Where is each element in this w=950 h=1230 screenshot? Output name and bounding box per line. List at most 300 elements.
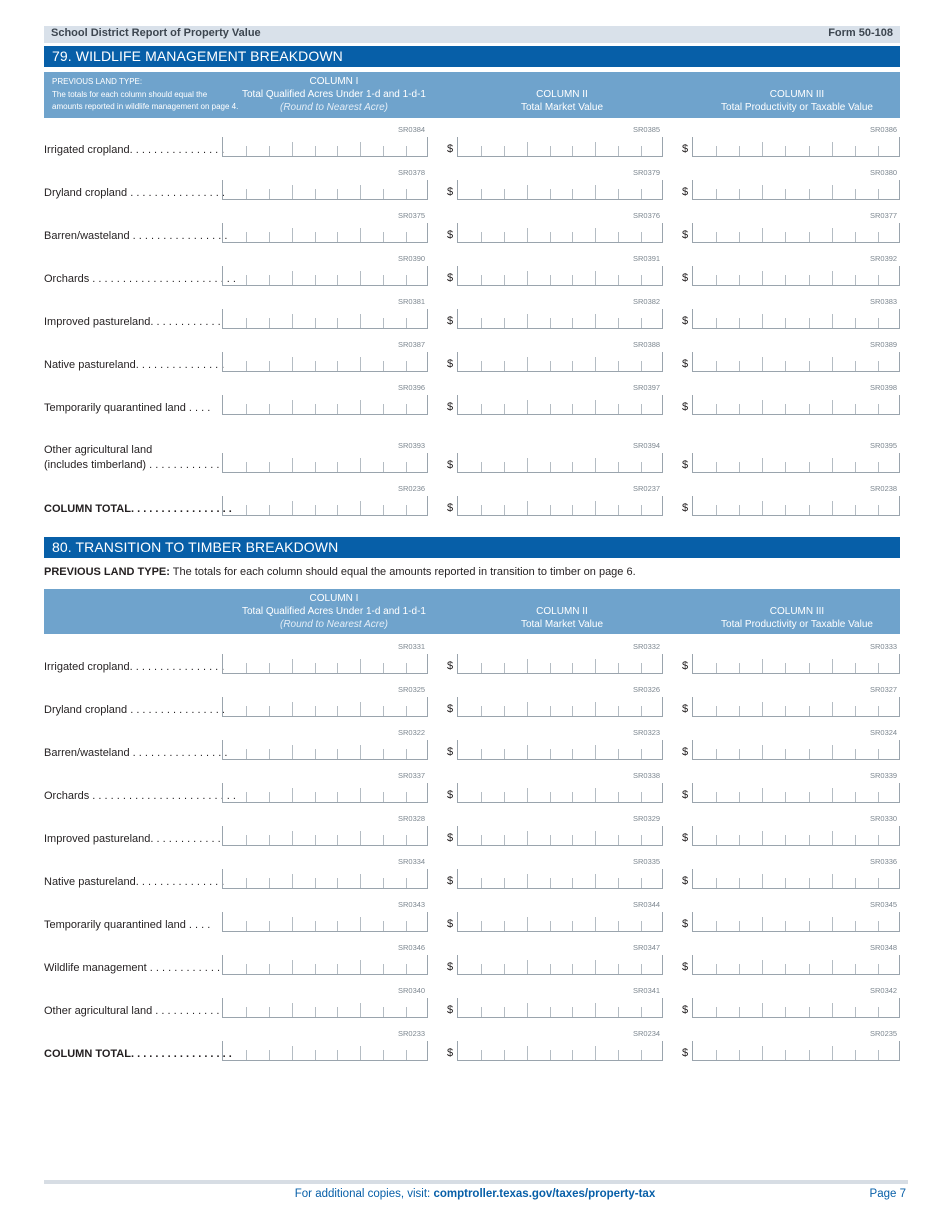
- market-value-input[interactable]: [457, 496, 663, 516]
- row-label-text: Irrigated cropland. . . . . . . . . . . . . . . .: [44, 144, 225, 156]
- productivity-value-input[interactable]: [692, 1041, 900, 1061]
- row-label: [44, 502, 232, 517]
- digit-separator: [527, 501, 528, 515]
- digit-separator: [269, 361, 270, 371]
- digit-separator: [572, 361, 573, 371]
- digit-separator: [572, 663, 573, 673]
- digit-separator: [504, 921, 505, 931]
- digit-separator: [292, 228, 293, 242]
- acres-input[interactable]: [222, 496, 428, 516]
- digit-separator: [785, 792, 786, 802]
- column-2-subtitle: Total Market Value: [520, 102, 604, 113]
- digit-separator: [550, 792, 551, 802]
- digit-separator: [572, 921, 573, 931]
- market-value-input[interactable]: [457, 998, 663, 1018]
- digit-separator: [832, 788, 833, 802]
- row-label-text: Dryland cropland . . . . . . . . . . . . . . . .: [44, 187, 225, 199]
- digit-separator: [527, 1046, 528, 1060]
- digit-separator: [855, 1050, 856, 1060]
- field-code: SR0390: [398, 254, 426, 263]
- digit-separator: [716, 1050, 717, 1060]
- digit-separator: [315, 663, 316, 673]
- digit-separator: [406, 749, 407, 759]
- digit-separator: [337, 663, 338, 673]
- previous-land-type-note-line-1: The totals for each column should equal the: [52, 90, 208, 99]
- digit-separator: [572, 878, 573, 888]
- digit-separator: [315, 146, 316, 156]
- digit-separator: [762, 702, 763, 716]
- productivity-value-input[interactable]: [692, 453, 900, 473]
- digit-separator: [527, 917, 528, 931]
- digit-separator: [855, 275, 856, 285]
- digit-separator: [269, 964, 270, 974]
- digit-separator: [618, 749, 619, 759]
- dollar-sign: $: [447, 1047, 454, 1059]
- digit-separator: [739, 404, 740, 414]
- digit-separator: [315, 921, 316, 931]
- digit-separator: [337, 1050, 338, 1060]
- row-label-text: Wildlife management . . . . . . . . . . . .: [44, 962, 221, 974]
- digit-separator: [269, 835, 270, 845]
- acres-input[interactable]: [222, 955, 428, 975]
- digit-separator: [855, 462, 856, 472]
- productivity-value-input[interactable]: [692, 654, 900, 674]
- digit-separator: [406, 1050, 407, 1060]
- dollar-sign: $: [682, 358, 689, 370]
- footer-divider: [44, 1180, 908, 1184]
- digit-separator: [292, 702, 293, 716]
- field-code: SR0398: [870, 383, 898, 392]
- productivity-value-input[interactable]: [692, 137, 900, 157]
- row-label-text: Irrigated cropland. . . . . . . . . . . . . . . .: [44, 661, 225, 673]
- digit-separator: [527, 185, 528, 199]
- field-code: SR0380: [870, 168, 898, 177]
- productivity-value-input[interactable]: [692, 496, 900, 516]
- digit-separator: [809, 361, 810, 371]
- digit-separator: [360, 745, 361, 759]
- market-value-input[interactable]: [457, 912, 663, 932]
- market-value-input[interactable]: [457, 654, 663, 674]
- digit-separator: [406, 835, 407, 845]
- footer-prefix: For additional copies, visit:: [294, 1188, 434, 1200]
- dollar-sign: $: [447, 918, 454, 930]
- digit-separator: [785, 835, 786, 845]
- digit-separator: [337, 146, 338, 156]
- digit-separator: [383, 361, 384, 371]
- digit-separator: [641, 1007, 642, 1017]
- column-1-subtitle: Total Qualified Acres Under 1-d and 1-d-1: [242, 89, 426, 100]
- digit-separator: [832, 142, 833, 156]
- digit-separator: [878, 749, 879, 759]
- digit-separator: [481, 275, 482, 285]
- section-80-title: 80. TRANSITION TO TIMBER BREAKDOWN: [44, 537, 900, 558]
- digit-separator: [855, 964, 856, 974]
- digit-separator: [383, 232, 384, 242]
- digit-separator: [269, 1007, 270, 1017]
- digit-separator: [360, 960, 361, 974]
- acres-input[interactable]: [222, 1041, 428, 1061]
- row-label: [44, 229, 227, 244]
- digit-separator: [406, 921, 407, 931]
- digit-separator: [832, 702, 833, 716]
- digit-separator: [595, 458, 596, 472]
- digit-separator: [762, 458, 763, 472]
- digit-separator: [809, 663, 810, 673]
- dollar-sign: $: [682, 832, 689, 844]
- digit-separator: [618, 663, 619, 673]
- digit-separator: [504, 792, 505, 802]
- market-value-input[interactable]: [457, 783, 663, 803]
- market-value-input[interactable]: [457, 869, 663, 889]
- digit-separator: [809, 878, 810, 888]
- digit-separator: [504, 146, 505, 156]
- digit-separator: [739, 361, 740, 371]
- digit-separator: [504, 878, 505, 888]
- dollar-sign: $: [682, 875, 689, 887]
- acres-input[interactable]: [222, 309, 428, 329]
- row-label-text: Improved pastureland. . . . . . . . . . . .: [44, 833, 221, 845]
- field-code: SR0329: [633, 814, 661, 823]
- dollar-sign: $: [447, 660, 454, 672]
- digit-separator: [716, 189, 717, 199]
- acres-input[interactable]: [222, 869, 428, 889]
- digit-separator: [785, 706, 786, 716]
- acres-input[interactable]: [222, 395, 428, 415]
- field-code: SR0348: [870, 943, 898, 952]
- field-code: SR0384: [398, 125, 426, 134]
- market-value-input[interactable]: [457, 826, 663, 846]
- digit-separator: [618, 878, 619, 888]
- digit-separator: [785, 505, 786, 515]
- field-code: SR0342: [870, 986, 898, 995]
- field-code: SR0381: [398, 297, 426, 306]
- acres-input[interactable]: [222, 826, 428, 846]
- productivity-value-input[interactable]: [692, 697, 900, 717]
- digit-separator: [550, 878, 551, 888]
- digit-separator: [246, 404, 247, 414]
- digit-separator: [739, 189, 740, 199]
- productivity-value-input[interactable]: [692, 998, 900, 1018]
- digit-separator: [785, 1050, 786, 1060]
- digit-separator: [832, 831, 833, 845]
- market-value-input[interactable]: [457, 740, 663, 760]
- dollar-sign: $: [682, 143, 689, 155]
- digit-separator: [716, 921, 717, 931]
- digit-separator: [481, 505, 482, 515]
- previous-land-type-note-line-2: amounts reported in wildlife management on page 4.: [52, 102, 239, 111]
- digit-separator: [527, 142, 528, 156]
- digit-separator: [809, 1007, 810, 1017]
- acres-input[interactable]: [222, 352, 428, 372]
- column-3-subtitle: Total Productivity or Taxable Value: [721, 102, 873, 113]
- digit-separator: [595, 917, 596, 931]
- section-80-intro-text: The totals for each column should equal the amounts reported in transition to timber on page 6.: [169, 566, 636, 578]
- digit-separator: [785, 146, 786, 156]
- column-3-header: [697, 88, 897, 114]
- market-value-input[interactable]: [457, 266, 663, 286]
- digit-separator: [572, 232, 573, 242]
- field-code: SR0340: [398, 986, 426, 995]
- field-code: SR0236: [398, 484, 426, 493]
- productivity-value-input[interactable]: [692, 395, 900, 415]
- productivity-value-input[interactable]: [692, 955, 900, 975]
- digit-separator: [641, 361, 642, 371]
- column-2-header: [462, 605, 662, 631]
- row-label: [44, 832, 221, 847]
- productivity-value-input[interactable]: [692, 869, 900, 889]
- digit-separator: [292, 400, 293, 414]
- acres-input[interactable]: [222, 740, 428, 760]
- field-code: SR0238: [870, 484, 898, 493]
- digit-separator: [739, 1007, 740, 1017]
- field-code: SR0333: [870, 642, 898, 651]
- digit-separator: [360, 314, 361, 328]
- acres-input[interactable]: [222, 223, 428, 243]
- digit-separator: [406, 361, 407, 371]
- digit-separator: [481, 706, 482, 716]
- dollar-sign: $: [682, 459, 689, 471]
- acres-input[interactable]: [222, 180, 428, 200]
- market-value-input[interactable]: [457, 223, 663, 243]
- digit-separator: [337, 275, 338, 285]
- column-2-header: [462, 88, 662, 114]
- digit-separator: [809, 146, 810, 156]
- digit-separator: [315, 404, 316, 414]
- field-code: SR0322: [398, 728, 426, 737]
- dollar-sign: $: [447, 358, 454, 370]
- digit-separator: [504, 1007, 505, 1017]
- productivity-value-input[interactable]: [692, 740, 900, 760]
- digit-separator: [360, 458, 361, 472]
- column-2-title: COLUMN II: [536, 89, 588, 100]
- dollar-sign: $: [682, 918, 689, 930]
- digit-separator: [832, 745, 833, 759]
- column-3-header: [697, 605, 897, 631]
- market-value-input[interactable]: [457, 955, 663, 975]
- digit-separator: [550, 146, 551, 156]
- productivity-value-input[interactable]: [692, 180, 900, 200]
- digit-separator: [716, 146, 717, 156]
- digit-separator: [762, 357, 763, 371]
- dollar-sign: $: [447, 703, 454, 715]
- acres-input[interactable]: [222, 912, 428, 932]
- digit-separator: [481, 835, 482, 845]
- previous-land-type-label: PREVIOUS LAND TYPE:: [52, 77, 143, 86]
- market-value-input[interactable]: [457, 180, 663, 200]
- digit-separator: [572, 835, 573, 845]
- digit-separator: [572, 189, 573, 199]
- digit-separator: [550, 505, 551, 515]
- digit-separator: [572, 462, 573, 472]
- field-code: SR0339: [870, 771, 898, 780]
- digit-separator: [809, 964, 810, 974]
- acres-input[interactable]: [222, 266, 428, 286]
- digit-separator: [832, 917, 833, 931]
- digit-separator: [641, 318, 642, 328]
- market-value-input[interactable]: [457, 453, 663, 473]
- field-code: SR0331: [398, 642, 426, 651]
- digit-separator: [315, 361, 316, 371]
- digit-separator: [641, 706, 642, 716]
- digit-separator: [246, 792, 247, 802]
- digit-separator: [618, 505, 619, 515]
- digit-separator: [855, 792, 856, 802]
- digit-separator: [595, 831, 596, 845]
- digit-separator: [406, 792, 407, 802]
- dollar-sign: $: [447, 143, 454, 155]
- digit-separator: [481, 878, 482, 888]
- digit-separator: [855, 146, 856, 156]
- column-1-header: [234, 75, 434, 114]
- acres-input[interactable]: [222, 783, 428, 803]
- market-value-input[interactable]: [457, 309, 663, 329]
- row-label: [44, 660, 224, 675]
- digit-separator: [292, 314, 293, 328]
- digit-separator: [618, 1007, 619, 1017]
- digit-separator: [641, 792, 642, 802]
- digit-separator: [785, 404, 786, 414]
- dollar-sign: $: [682, 272, 689, 284]
- digit-separator: [315, 706, 316, 716]
- digit-separator: [618, 189, 619, 199]
- digit-separator: [383, 835, 384, 845]
- dollar-sign: $: [682, 401, 689, 413]
- digit-separator: [550, 663, 551, 673]
- acres-input[interactable]: [222, 998, 428, 1018]
- digit-separator: [739, 275, 740, 285]
- market-value-input[interactable]: [457, 352, 663, 372]
- acres-input[interactable]: [222, 453, 428, 473]
- market-value-input[interactable]: [457, 697, 663, 717]
- row-label: [44, 143, 224, 158]
- section-80-intro: [44, 566, 636, 578]
- row-label-text: Temporarily quarantined land . . . .: [44, 919, 211, 931]
- row-label: [44, 875, 224, 890]
- digit-separator: [595, 501, 596, 515]
- field-code: SR0332: [633, 642, 661, 651]
- field-code: SR0396: [398, 383, 426, 392]
- digit-separator: [855, 835, 856, 845]
- digit-separator: [716, 505, 717, 515]
- digit-separator: [595, 142, 596, 156]
- digit-separator: [618, 835, 619, 845]
- digit-separator: [383, 189, 384, 199]
- column-1-subtitle: Total Qualified Acres Under 1-d and 1-d-1: [242, 606, 426, 617]
- digit-separator: [572, 505, 573, 515]
- footer-copies-note: [0, 1188, 950, 1200]
- market-value-input[interactable]: [457, 1041, 663, 1061]
- productivity-value-input[interactable]: [692, 783, 900, 803]
- acres-input[interactable]: [222, 654, 428, 674]
- digit-separator: [360, 659, 361, 673]
- digit-separator: [716, 749, 717, 759]
- digit-separator: [360, 1003, 361, 1017]
- digit-separator: [762, 185, 763, 199]
- digit-separator: [337, 706, 338, 716]
- digit-separator: [292, 788, 293, 802]
- dollar-sign: $: [447, 1004, 454, 1016]
- digit-separator: [406, 878, 407, 888]
- footer-link[interactable]: comptroller.texas.gov/taxes/property-tax: [433, 1188, 656, 1200]
- digit-separator: [383, 878, 384, 888]
- digit-separator: [572, 1050, 573, 1060]
- digit-separator: [572, 146, 573, 156]
- digit-separator: [618, 706, 619, 716]
- digit-separator: [504, 318, 505, 328]
- digit-separator: [785, 964, 786, 974]
- digit-separator: [269, 505, 270, 515]
- digit-separator: [572, 318, 573, 328]
- form-title: School District Report of Property Value: [51, 27, 261, 39]
- digit-separator: [572, 706, 573, 716]
- digit-separator: [550, 964, 551, 974]
- dollar-sign: $: [447, 746, 454, 758]
- field-code: SR0392: [870, 254, 898, 263]
- digit-separator: [785, 878, 786, 888]
- productivity-value-input[interactable]: [692, 266, 900, 286]
- digit-separator: [481, 462, 482, 472]
- column-1-note: (Round to Nearest Acre): [279, 102, 388, 113]
- field-code: SR0235: [870, 1029, 898, 1038]
- digit-separator: [550, 1050, 551, 1060]
- digit-separator: [878, 146, 879, 156]
- acres-input[interactable]: [222, 137, 428, 157]
- digit-separator: [269, 749, 270, 759]
- digit-separator: [762, 1003, 763, 1017]
- digit-separator: [762, 228, 763, 242]
- digit-separator: [504, 462, 505, 472]
- digit-separator: [855, 505, 856, 515]
- digit-separator: [739, 749, 740, 759]
- productivity-value-input[interactable]: [692, 223, 900, 243]
- productivity-value-input[interactable]: [692, 826, 900, 846]
- field-code: SR0324: [870, 728, 898, 737]
- digit-separator: [481, 964, 482, 974]
- market-value-input[interactable]: [457, 137, 663, 157]
- field-code: SR0338: [633, 771, 661, 780]
- digit-separator: [762, 501, 763, 515]
- digit-separator: [504, 232, 505, 242]
- field-code: SR0387: [398, 340, 426, 349]
- row-label: [44, 186, 225, 201]
- productivity-value-input[interactable]: [692, 352, 900, 372]
- field-code: SR0327: [870, 685, 898, 694]
- dollar-sign: $: [682, 229, 689, 241]
- productivity-value-input[interactable]: [692, 309, 900, 329]
- digit-separator: [292, 357, 293, 371]
- digit-separator: [550, 232, 551, 242]
- field-code: SR0234: [633, 1029, 661, 1038]
- field-code: SR0375: [398, 211, 426, 220]
- digit-separator: [527, 659, 528, 673]
- acres-input[interactable]: [222, 697, 428, 717]
- dollar-sign: $: [682, 789, 689, 801]
- dollar-sign: $: [447, 315, 454, 327]
- section-80-intro-label: PREVIOUS LAND TYPE:: [44, 566, 170, 578]
- productivity-value-input[interactable]: [692, 912, 900, 932]
- digit-separator: [855, 878, 856, 888]
- dollar-sign: $: [447, 229, 454, 241]
- digit-separator: [785, 361, 786, 371]
- digit-separator: [292, 917, 293, 931]
- digit-separator: [785, 749, 786, 759]
- digit-separator: [315, 232, 316, 242]
- section-80-column-header: [44, 589, 900, 634]
- row-label-text-line-2: (includes timberland) . . . . . . . . . . . .: [44, 459, 220, 471]
- row-label: [44, 961, 220, 976]
- market-value-input[interactable]: [457, 395, 663, 415]
- digit-separator: [246, 1007, 247, 1017]
